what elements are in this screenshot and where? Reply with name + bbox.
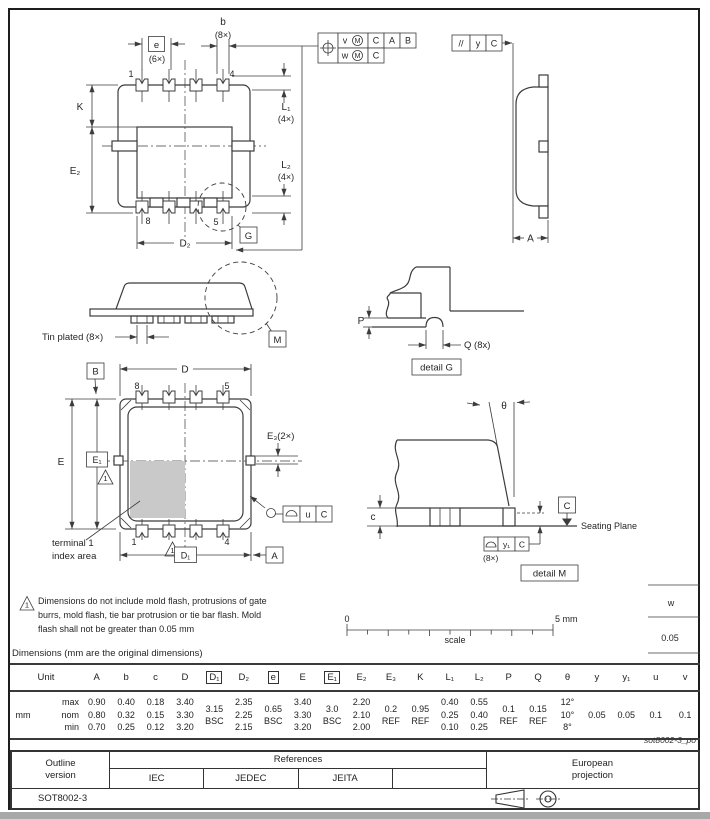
detail-m bbox=[367, 401, 637, 581]
note-line: Dimensions do not include mold flash, protrusions of gate bbox=[38, 596, 267, 606]
datum-ref: C bbox=[518, 539, 526, 550]
value: 0.1 bbox=[678, 709, 692, 720]
pin-number: 8 bbox=[145, 216, 151, 226]
pin-number: 5 bbox=[224, 381, 230, 391]
table-values-7 bbox=[288, 692, 317, 738]
seating-plane-label: Seating Plane bbox=[581, 521, 638, 531]
row-label: max bbox=[61, 697, 79, 708]
reference-iec: IEC bbox=[110, 769, 204, 788]
value: 0.95 bbox=[411, 703, 430, 714]
value: 0.40 bbox=[441, 697, 459, 708]
dim-qty: (4×) bbox=[277, 114, 295, 124]
table-header-4: D₁ bbox=[200, 671, 229, 684]
value: 0.90 bbox=[87, 697, 106, 708]
note-ref-triangle: 1 bbox=[103, 474, 108, 483]
datum-c-label: C bbox=[563, 501, 571, 512]
elevation-pins bbox=[131, 316, 234, 323]
index-area-label: index area bbox=[52, 551, 97, 562]
value: BSC bbox=[322, 716, 342, 726]
value: BSC bbox=[205, 716, 224, 726]
value: 12° bbox=[560, 697, 575, 708]
pin-number: 8 bbox=[134, 381, 140, 391]
value: 0.05 bbox=[617, 709, 636, 720]
table-unit-header: Unit bbox=[37, 672, 55, 683]
w-value: 0.05 bbox=[661, 633, 679, 643]
dim-qty: (8×) bbox=[214, 30, 232, 40]
dim-table-head bbox=[10, 663, 700, 692]
mold-flash-note bbox=[20, 596, 267, 634]
projection-label: projection bbox=[571, 770, 614, 781]
dim-label-b: b bbox=[220, 17, 226, 28]
table-header-18: y₁ bbox=[622, 672, 631, 683]
value: 0.40 bbox=[470, 709, 488, 720]
note-ref-triangle: 1 bbox=[24, 600, 30, 610]
svg-text:M: M bbox=[354, 38, 361, 45]
reference-blank bbox=[393, 769, 486, 788]
table-values-8 bbox=[317, 692, 346, 738]
index-area-label: terminal 1 bbox=[52, 538, 94, 549]
dim-label-e3: E₃(2×) bbox=[267, 431, 295, 442]
datum-ref: C bbox=[372, 50, 380, 61]
value: 0.05 bbox=[588, 709, 606, 720]
references-block bbox=[110, 752, 487, 788]
unit-mm: mm bbox=[15, 709, 31, 720]
outline-label: Outline bbox=[45, 758, 76, 769]
all-around-icon bbox=[267, 509, 276, 518]
value: 3.0 bbox=[325, 703, 339, 714]
svg-text:M: M bbox=[354, 53, 361, 60]
detail-g bbox=[358, 267, 524, 375]
value: 0.12 bbox=[146, 722, 165, 733]
tin-plated-label: Tin plated (8×) bbox=[42, 332, 104, 343]
w-column bbox=[648, 585, 700, 653]
first-angle-projection-icon bbox=[490, 787, 578, 811]
dim-label-l2: L₂ bbox=[281, 160, 291, 171]
references-header: References bbox=[110, 752, 486, 769]
dim-label-e: e bbox=[153, 40, 160, 51]
value: 0.18 bbox=[146, 697, 165, 708]
row-labels bbox=[36, 696, 82, 734]
table-header-7: E bbox=[299, 672, 306, 683]
table-header-14: P bbox=[505, 672, 512, 683]
datum-b-label: B bbox=[92, 366, 99, 378]
title-block-bottom bbox=[12, 789, 698, 808]
tolerance-letter: w bbox=[341, 50, 349, 61]
dim-label-e: E bbox=[57, 457, 65, 468]
table-header-9: E₂ bbox=[356, 672, 367, 683]
table-header-6: e bbox=[259, 671, 288, 684]
value: REF bbox=[499, 716, 518, 726]
position-tolerance-frame bbox=[318, 33, 416, 63]
outline-version-value: SOT8002-3 bbox=[38, 793, 88, 804]
dim-table-body bbox=[10, 692, 700, 740]
value: BSC bbox=[263, 716, 283, 726]
bottom-view bbox=[52, 363, 332, 563]
value: 0.55 bbox=[470, 697, 488, 708]
terminal-1-index-area bbox=[130, 461, 185, 518]
dim-qty: (4×) bbox=[277, 172, 295, 182]
title-block bbox=[10, 750, 700, 810]
table-header-8: E₁ bbox=[317, 671, 346, 684]
value: 2.35 bbox=[235, 697, 253, 708]
scale-label: scale bbox=[444, 635, 466, 645]
table-unit-cell bbox=[10, 692, 82, 738]
bottom-bar bbox=[0, 812, 710, 819]
pin-number: 4 bbox=[224, 537, 230, 547]
table-values-16 bbox=[553, 692, 582, 738]
note-line: flash shall not be greater than 0.05 mm bbox=[38, 624, 195, 634]
scale-start: 0 bbox=[344, 614, 350, 624]
value: 0.65 bbox=[264, 703, 282, 714]
value: REF bbox=[381, 716, 400, 726]
table-values-10 bbox=[376, 692, 405, 738]
dim-label-e1: E₁ bbox=[92, 455, 102, 465]
value: 3.20 bbox=[293, 722, 312, 733]
top-view bbox=[70, 17, 318, 250]
table-values-1 bbox=[111, 692, 140, 738]
frame-qty: (8×) bbox=[483, 553, 499, 563]
detail-m-label: detail M bbox=[532, 568, 567, 580]
value: 3.20 bbox=[176, 722, 194, 733]
table-values-18 bbox=[612, 692, 641, 738]
parallelism-icon: // bbox=[458, 38, 464, 49]
outline-version-header bbox=[12, 752, 110, 788]
tolerance-letter: y₁ bbox=[502, 539, 511, 550]
outline-label: version bbox=[45, 770, 76, 781]
table-header-11: K bbox=[417, 672, 424, 683]
w-header: w bbox=[667, 598, 675, 608]
document-reference: sot8002-3_po bbox=[644, 735, 696, 745]
table-header-12: L₁ bbox=[445, 672, 455, 683]
value: 3.30 bbox=[293, 709, 312, 720]
value: 2.15 bbox=[235, 722, 253, 733]
pin-number: 1 bbox=[131, 537, 137, 547]
dim-label-d1: D₁ bbox=[180, 550, 191, 561]
table-header-16: θ bbox=[564, 672, 571, 683]
table-header-1: b bbox=[123, 672, 129, 683]
table-values-15 bbox=[523, 692, 552, 738]
parallelism-frame bbox=[452, 35, 512, 51]
dim-qty: (6×) bbox=[148, 54, 166, 64]
table-header-0: A bbox=[93, 672, 100, 683]
table-header-15: Q bbox=[534, 672, 542, 683]
tolerance-letter: y bbox=[475, 38, 481, 49]
side-view bbox=[513, 43, 548, 245]
table-header-19: u bbox=[653, 672, 659, 683]
value: 0.10 bbox=[441, 722, 459, 733]
reference-jeita: JEITA bbox=[299, 769, 393, 788]
datum-ref: B bbox=[404, 35, 412, 46]
table-values-12 bbox=[435, 692, 464, 738]
pin-number: 5 bbox=[213, 217, 219, 227]
table-header-3: D bbox=[181, 672, 189, 683]
datum-ref: C bbox=[372, 35, 380, 46]
value: 0.70 bbox=[87, 722, 106, 733]
dim-label-e2: E₂ bbox=[69, 166, 81, 177]
scale-end: 5 mm bbox=[555, 614, 578, 624]
references-cells bbox=[110, 769, 486, 788]
table-values-13 bbox=[464, 692, 493, 738]
table-header-20: v bbox=[682, 672, 688, 683]
value: 0.1 bbox=[502, 703, 515, 714]
value: 3.40 bbox=[293, 697, 312, 708]
dim-label-k: K bbox=[76, 102, 84, 113]
dim-label-l1: L₁ bbox=[281, 102, 291, 113]
value: 0.25 bbox=[441, 709, 459, 720]
value: 3.40 bbox=[176, 697, 194, 708]
table-values-2 bbox=[141, 692, 170, 738]
value: 10° bbox=[560, 709, 575, 720]
table-values-6 bbox=[259, 692, 288, 738]
table-values-9 bbox=[347, 692, 376, 738]
value: 0.40 bbox=[117, 697, 135, 708]
table-values-17 bbox=[582, 692, 611, 738]
table-header-2: c bbox=[153, 672, 158, 683]
dim-label-p: P bbox=[357, 316, 365, 327]
note-ref-triangle: 1 bbox=[170, 546, 175, 555]
dim-label-a: A bbox=[527, 233, 534, 245]
datum-ref: C bbox=[490, 38, 498, 49]
table-values-3 bbox=[170, 692, 199, 738]
value: 0.32 bbox=[117, 709, 135, 720]
table-values-19 bbox=[641, 692, 670, 738]
table-values-5 bbox=[229, 692, 258, 738]
value: 2.25 bbox=[235, 709, 253, 720]
value: 0.25 bbox=[117, 722, 135, 733]
datum-c-triangle bbox=[562, 519, 572, 527]
row-label: nom bbox=[61, 709, 79, 720]
value: REF bbox=[529, 716, 548, 726]
value: 2.10 bbox=[352, 709, 371, 720]
dimensions-table bbox=[10, 663, 700, 740]
row-label: min bbox=[64, 722, 79, 733]
pin-number: 1 bbox=[128, 69, 134, 79]
dimensions-caption: Dimensions (mm are the original dimensions) bbox=[12, 648, 203, 659]
table-header-17: y bbox=[594, 672, 600, 683]
datum-g-label: G bbox=[244, 231, 253, 242]
table-values-11 bbox=[406, 692, 435, 738]
european-projection-header bbox=[487, 752, 698, 788]
value: 3.30 bbox=[176, 709, 194, 720]
value: 0.2 bbox=[384, 703, 398, 714]
datum-ref: A bbox=[388, 35, 396, 46]
table-values-14 bbox=[494, 692, 523, 738]
note-line: burrs, mold flash, tie bar protrusion or tie bar flash. Mold bbox=[38, 610, 262, 620]
datum-ref: C bbox=[320, 509, 328, 520]
tolerance-letter: v bbox=[342, 35, 348, 46]
dim-label-d2: D₂ bbox=[179, 238, 191, 250]
table-header-10: E₃ bbox=[385, 672, 397, 683]
value: 2.00 bbox=[352, 722, 371, 733]
table-values-4 bbox=[200, 692, 229, 738]
value: 0.15 bbox=[529, 703, 547, 714]
value: REF bbox=[411, 716, 430, 726]
value: 2.20 bbox=[352, 697, 371, 708]
dim-label-d: D bbox=[181, 364, 189, 376]
value: 0.80 bbox=[87, 709, 106, 720]
detail-m-callout: M bbox=[273, 335, 282, 346]
dim-label-c: c bbox=[370, 512, 376, 523]
detail-g-label: detail G bbox=[420, 362, 453, 374]
table-values-20 bbox=[670, 692, 699, 738]
dim-label-theta: θ bbox=[501, 401, 507, 412]
scale-bar bbox=[344, 614, 577, 645]
value: 0.25 bbox=[470, 722, 488, 733]
projection-label: European bbox=[571, 758, 614, 769]
table-header-5: D₂ bbox=[238, 672, 250, 683]
value: 8° bbox=[563, 722, 572, 733]
elevation-view bbox=[42, 262, 286, 347]
title-block-header bbox=[12, 752, 698, 789]
tolerance-letter: u bbox=[305, 509, 311, 520]
table-values-0 bbox=[82, 692, 111, 738]
table-header-13: L₂ bbox=[474, 672, 484, 683]
dim-label-q: Q (8x) bbox=[464, 340, 491, 351]
reference-jedec: JEDEC bbox=[204, 769, 298, 788]
value: 3.15 bbox=[205, 703, 224, 714]
value: 0.15 bbox=[146, 709, 165, 720]
value: 0.1 bbox=[649, 709, 662, 720]
datum-a-label: A bbox=[271, 551, 278, 562]
pin-number: 4 bbox=[229, 69, 235, 79]
